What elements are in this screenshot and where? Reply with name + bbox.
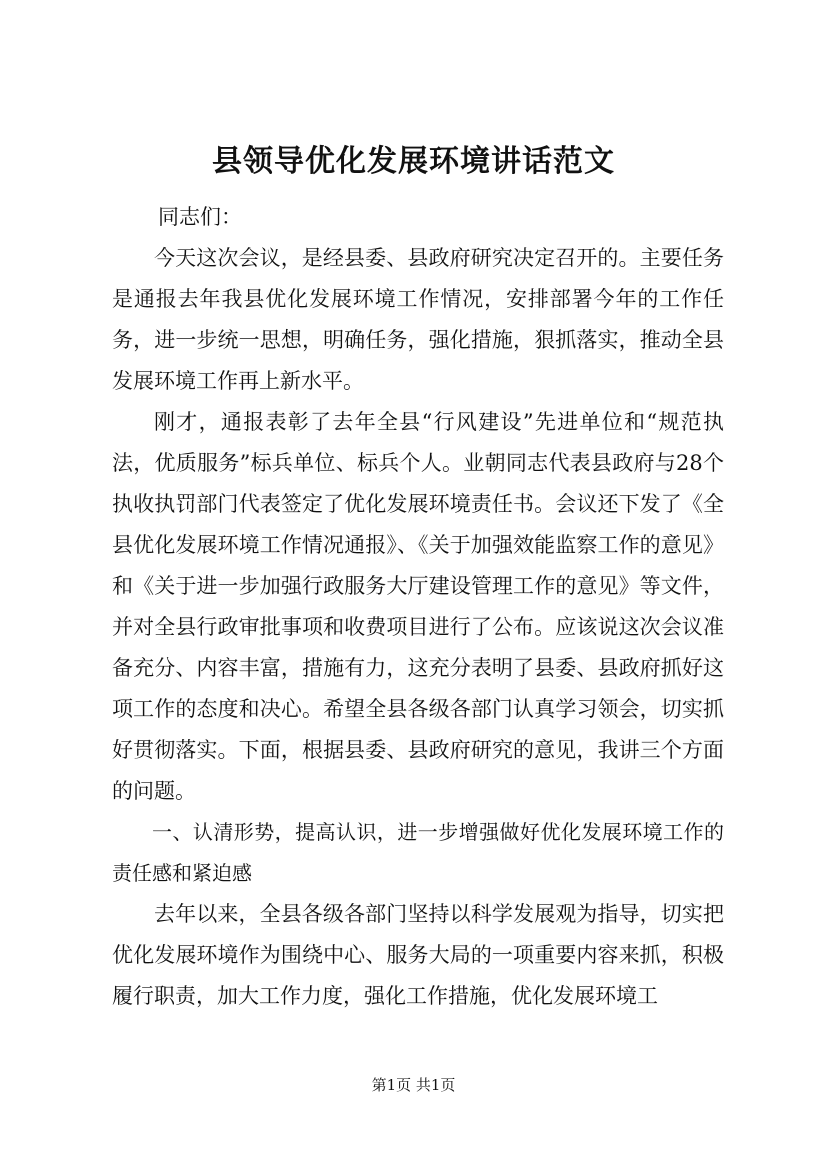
paragraph-1: 今天这次会议，是经县委、县政府研究决定召开的。主要任务是通报去年我县优化发展环境工作情况，安排部署今年的工作任务，进一步统一思想，明确任务，强化措施，狠抓落实，推动全县发展环境工作再上新水平。 — [112, 246, 724, 393]
document-title: 县领导优化发展环境讲话范文 — [212, 144, 615, 179]
salutation: 同志们： — [158, 205, 242, 229]
page-footer: 第1页 共1页 — [371, 1076, 456, 1094]
paragraph-3: 去年以来，全县各级各部门坚持以科学发展观为指导，切实把优化发展环境作为围绕中心、服务大局的一项重要内容来抓，积极履行职责，加大工作力度，强化工作措施，优化发展环境工 — [112, 902, 724, 1008]
section-heading-1: 一、认清形势，提高认识，进一步增强做好优化发展环境工作的责任感和紧迫感 — [112, 820, 724, 885]
paragraph-2: 刚才，通报表彰了去年全县“行风建设”先进单位和“规范执法，优质服务”标兵单位、标兵个人。业朝同志代表县政府与28个执收执罚部门代表签定了优化发展环境责任书。会议还下发了《全县优化发展环境工作情况通报》、《关于加强效能监察工作的意见》和《关于进一步加强行政服务大厅建设管理工作的意见》等文件，并对全县行政审批事项和收费项目进行了公布。应该说这次会议准备充分、内容丰富，措施有力，这充分表明了县委、县政府抓好这项工作的态度和决心。希望全县各级各部门认真学习领会，切实抓好贯彻落实。下面，根据县委、县政府研究的意见，我讲三个方面的问题。 — [112, 410, 724, 803]
document-body — [112, 238, 724, 1017]
